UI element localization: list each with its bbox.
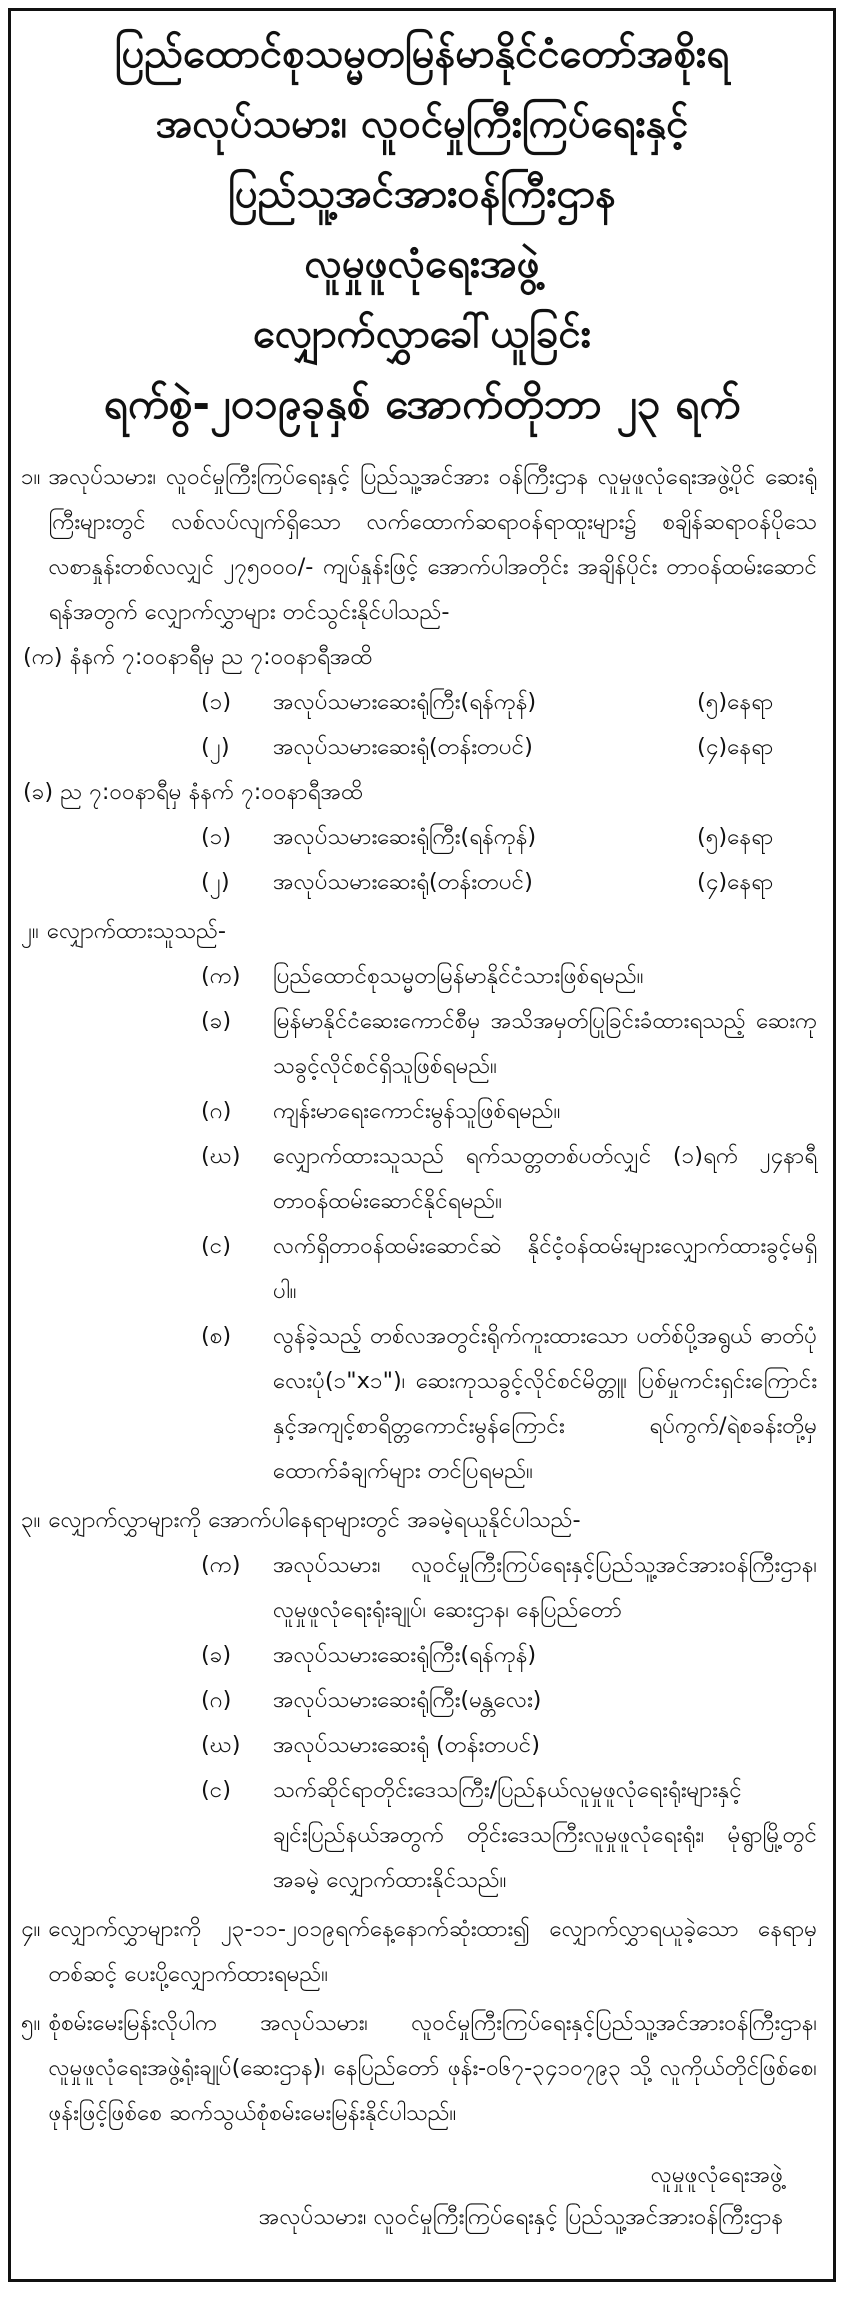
row-hospital: အလုပ်သမားဆေးရုံကြီး(ရန်ကုန်) bbox=[273, 824, 537, 850]
header-line-ministry-2: ပြည်သူ့အင်အားဝန်ကြီးဌာန bbox=[228, 171, 616, 217]
list-item bbox=[201, 1768, 817, 1903]
header-line-date: ရက်စွဲ-၂၀၁၉ခုနှစ် အောက်တိုဘာ ၂၃ ရက် bbox=[103, 379, 741, 428]
item-number: (ခ) bbox=[201, 1642, 232, 1668]
item-number: (ဃ) bbox=[201, 1143, 241, 1169]
item-text: မြန်မာနိုင်ငံဆေးကောင်စီမှ အသိအမှတ်ပြုခြင်းခံထားရသည့် ဆေးကုသခွင့်လိုင်စင်ရှိသူဖြစ်ရမည်။ bbox=[273, 1008, 817, 1079]
section-2 bbox=[21, 909, 817, 954]
item-number: (ဂ) bbox=[201, 1687, 232, 1713]
item-text: အလုပ်သမားဆေးရုံကြီး(မန္တလေး) bbox=[273, 1687, 542, 1713]
item-number: (က) bbox=[201, 963, 241, 989]
list-item bbox=[201, 1314, 817, 1494]
row-number: (၁) bbox=[201, 824, 232, 850]
section-2-title: လျှောက်ထားသူသည်- bbox=[46, 918, 226, 944]
section-4-number: ၄။ bbox=[21, 1916, 41, 1942]
row-hospital: အလုပ်သမားဆေးရုံကြီး(ရန်ကုန်) bbox=[273, 689, 537, 715]
section-3 bbox=[21, 1498, 817, 1543]
header-line-ministry-1: အလုပ်သမား၊ လူဝင်မှုကြီးကြပ်ရေးနှင့် bbox=[155, 101, 689, 147]
list-item bbox=[201, 1723, 817, 1768]
row-vacancy-count: (၄)နေရာ bbox=[697, 734, 774, 760]
signature-ministry: အလုပ်သမား၊ လူဝင်မှုကြီးကြပ်ရေးနှင့် ပြည်သူ့အင်အားဝန်ကြီးဌာန bbox=[258, 2204, 783, 2230]
announcement-page bbox=[8, 8, 836, 2282]
section-4-text: လျှောက်လွှာများကို ၂၃-၁၁-၂၀၁၉ရက်နေ့နောက်ဆုံးထား၍ လျှောက်လွှာရယူခဲ့သော နေရာမှတစ်ဆင့် ပေးပို့လျှောက်ထားရမည်။ bbox=[48, 1916, 817, 1987]
item-number: (က) bbox=[201, 1552, 241, 1578]
shift-day bbox=[21, 635, 817, 770]
shift-day-row bbox=[21, 680, 817, 725]
shift-day-label: (က) နံနက် ၇:၀၀နာရီမှ ည ၇:၀၀နာရီအထိ bbox=[23, 644, 373, 670]
item-text: ပြည်ထောင်စုသမ္မတမြန်မာနိုင်ငံသားဖြစ်ရမည်။ bbox=[273, 963, 644, 989]
item-text: လျှောက်ထားသူသည် ရက်သတ္တတစ်ပတ်လျှင် (၁)ရက် ၂၄နာရီ တာဝန်ထမ်းဆောင်နိုင်ရမည်။ bbox=[273, 1143, 817, 1214]
list-item bbox=[201, 954, 817, 999]
section-1 bbox=[21, 455, 817, 635]
section-2-number: ၂။ bbox=[21, 918, 39, 944]
row-hospital: အလုပ်သမားဆေးရုံ(တန်းတပင်) bbox=[273, 869, 533, 895]
signature-block bbox=[21, 2154, 817, 2238]
section-2-list bbox=[21, 954, 817, 1494]
header-line-government: ပြည်ထောင်စုသမ္မတမြန်မာနိုင်ငံတော်အစိုးရ bbox=[114, 31, 730, 77]
item-text: အလုပ်သမားဆေးရုံ (တန်းတပင်) bbox=[273, 1732, 541, 1758]
section-1-number: ၁။ bbox=[21, 464, 41, 490]
announcement-body bbox=[11, 439, 833, 2238]
section-5 bbox=[21, 2001, 817, 2136]
section-4 bbox=[21, 1907, 817, 1997]
item-text: အလုပ်သမားဆေးရုံကြီး(ရန်ကုန်) bbox=[273, 1642, 537, 1668]
section-3-number: ၃။ bbox=[21, 1507, 41, 1533]
list-item bbox=[201, 1134, 817, 1224]
section-3-title: လျှောက်လွှာများကို အောက်ပါနေရာများတွင် အခမဲ့ရယူနိုင်ပါသည်- bbox=[48, 1507, 581, 1533]
list-item bbox=[201, 1089, 817, 1134]
item-number: (စ) bbox=[201, 1323, 232, 1349]
item-text: ကျန်းမာရေးကောင်းမွန်သူဖြစ်ရမည်။ bbox=[273, 1098, 561, 1124]
section-3-list bbox=[21, 1543, 817, 1903]
row-vacancy-count: (၄)နေရာ bbox=[697, 869, 774, 895]
item-text: သက်ဆိုင်ရာတိုင်းဒေသကြီး/ပြည်နယ်လူမှုဖူလုံရေးရုံးများနှင့် ချင်းပြည်နယ်အတွက် တိုင်းဒေသကြီးလူမှုဖူလုံရေးရုံး၊ မုံရွာမြို့တွင် အခမဲ့ လျှောက်ထားနိုင်သည်။ bbox=[273, 1777, 817, 1893]
row-hospital: အလုပ်သမားဆေးရုံ(တန်းတပင်) bbox=[273, 734, 533, 760]
signature-board: လူမှုဖူလုံရေးအဖွဲ့ bbox=[650, 2162, 783, 2188]
section-1-text: အလုပ်သမား၊ လူဝင်မှုကြီးကြပ်ရေးနှင့် ပြည်သူ့အင်အား ဝန်ကြီးဌာန လူမှုဖူလုံရေးအဖွဲ့ပိုင် ဆေးရုံကြီးများတွင် လစ်လပ်လျက်ရှိသော လက်ထောက်ဆရာဝန်ရာထူးများ၌ စချိန်ဆရာဝန်ပိုသေလစာနှုန်းတစ်လလျှင် ၂၇၅၀၀၀/- ကျပ်နှုန်းဖြင့် အောက်ပါအတိုင်း အချိန်ပိုင်း တာဝန်ထမ်းဆောင်ရန်အတွက် လျှောက်လွှာများ တင်သွင်းနိုင်ပါသည်- bbox=[48, 464, 817, 625]
list-item bbox=[201, 999, 817, 1089]
section-5-number: ၅။ bbox=[21, 2010, 41, 2036]
item-text: လက်ရှိတာဝန်ထမ်းဆောင်ဆဲ နိုင်ငံ့ဝန်ထမ်းများလျှောက်ထားခွင့်မရှိပါ။ bbox=[273, 1233, 817, 1304]
shift-day-row bbox=[21, 725, 817, 770]
shift-night-row bbox=[21, 860, 817, 905]
item-text: အလုပ်သမား၊ လူဝင်မှုကြီးကြပ်ရေးနှင့်ပြည်သူ့အင်အားဝန်ကြီးဌာန၊ လူမှုဖူလုံရေးရုံးချုပ်၊ ဆေးဌာန၊ နေပြည်တော် bbox=[273, 1552, 817, 1623]
shift-night-row bbox=[21, 815, 817, 860]
header-line-title: လျှောက်လွှာခေါ်ယူခြင်း bbox=[253, 311, 591, 357]
list-item bbox=[201, 1224, 817, 1314]
row-vacancy-count: (၅)နေရာ bbox=[697, 689, 774, 715]
list-item bbox=[201, 1678, 817, 1723]
shift-night bbox=[21, 770, 817, 905]
header-line-board: လူမှုဖူလုံရေးအဖွဲ့ bbox=[304, 241, 540, 287]
row-vacancy-count: (၅)နေရာ bbox=[697, 824, 774, 850]
shift-night-label: (ခ) ည ၇:၀၀နာရီမှ နံနက် ၇:၀၀နာရီအထိ bbox=[23, 779, 363, 805]
row-number: (၂) bbox=[201, 869, 230, 895]
item-number: (င) bbox=[201, 1777, 232, 1803]
item-number: (င) bbox=[201, 1233, 232, 1259]
item-number: (ခ) bbox=[201, 1008, 232, 1034]
section-5-text: စုံစမ်းမေးမြန်းလိုပါက အလုပ်သမား၊ လူဝင်မှုကြီးကြပ်ရေးနှင့်ပြည်သူ့အင်အားဝန်ကြီးဌာန၊ လူမှုဖူလုံရေးအဖွဲ့ရုံးချုပ်(ဆေးဌာန)၊ နေပြည်တော် ဖုန်း-၀၆၇-၃၄၁၀၇၉၃ သို့ လူကိုယ်တိုင်ဖြစ်စေ၊ ဖုန်းဖြင့်ဖြစ်စေ ဆက်သွယ်စုံစမ်းမေးမြန်းနိုင်ပါသည်။ bbox=[48, 2010, 817, 2126]
list-item bbox=[201, 1633, 817, 1678]
row-number: (၂) bbox=[201, 734, 230, 760]
announcement-header bbox=[11, 19, 833, 439]
item-number: (ဃ) bbox=[201, 1732, 241, 1758]
item-text: လွန်ခဲ့သည့် တစ်လအတွင်းရိုက်ကူးထားသော ပတ်စ်ပို့အရွယ် ဓာတ်ပုံလေးပုံ(၁"x၁")၊ ဆေးကုသခွင့်လိုင်စင်မိတ္တူ၊ ပြစ်မှုကင်းရှင်းကြောင်းနှင့်အကျင့်စာရိတ္တကောင်းမွန်ကြောင်း ရပ်ကွက်/ရဲစခန်းတို့မှ ထောက်ခံချက်များ တင်ပြရမည်။ bbox=[273, 1323, 817, 1484]
list-item bbox=[201, 1543, 817, 1633]
item-number: (ဂ) bbox=[201, 1098, 232, 1124]
row-number: (၁) bbox=[201, 689, 232, 715]
